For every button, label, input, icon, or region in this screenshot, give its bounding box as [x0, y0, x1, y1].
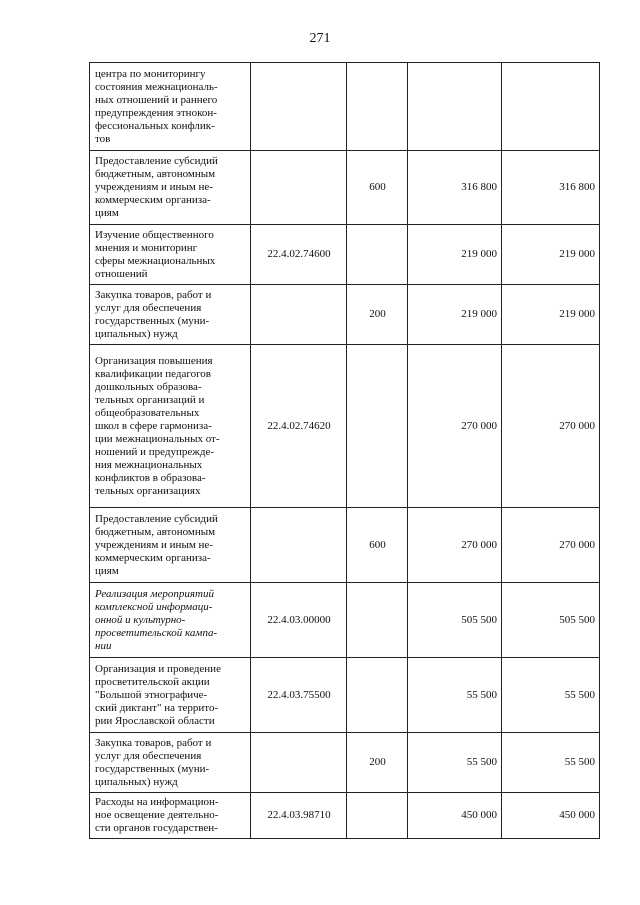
- row-value2-cell: [502, 793, 600, 839]
- row-value1-text: 505 500: [461, 613, 497, 626]
- row-code-text: 22.4.02.74620: [267, 419, 331, 432]
- table-row: [90, 658, 600, 733]
- table-row: [90, 345, 600, 508]
- row-name-text: Реализация мероприятий комплексной информаци- онной и культурно- просветительской кампа- нии: [95, 587, 218, 652]
- budget-table: [89, 62, 600, 839]
- row-value1-cell: [408, 583, 502, 658]
- row-value2-cell: [502, 583, 600, 658]
- row-value1-cell: [408, 285, 502, 345]
- row-group-text: 200: [369, 308, 386, 320]
- row-code-cell: [251, 583, 347, 658]
- row-value2-cell: [502, 151, 600, 225]
- row-name-cell: [90, 345, 251, 508]
- row-code-cell: [251, 793, 347, 839]
- row-value1-cell: [408, 733, 502, 793]
- row-group-cell: [347, 583, 408, 658]
- row-value2-text: 505 500: [559, 613, 595, 626]
- row-code-text: 22.4.03.75500: [267, 688, 331, 701]
- row-value1-cell: [408, 151, 502, 225]
- row-code-cell: [251, 225, 347, 285]
- row-group-cell: [347, 285, 408, 345]
- row-code-cell: [251, 733, 347, 793]
- row-value1-text: 316 800: [461, 181, 497, 193]
- row-value2-text: 219 000: [559, 308, 595, 320]
- row-value1-text: 450 000: [461, 809, 497, 821]
- row-value2-cell: [502, 345, 600, 508]
- row-name-text: Предоставление субсидий бюджетным, автономным учреждениям и иным не- коммерческим организа- циям: [95, 155, 218, 219]
- row-name-cell: [90, 151, 251, 225]
- page-number: 271: [309, 31, 331, 46]
- row-value2-cell: [502, 508, 600, 583]
- row-code-cell: [251, 508, 347, 583]
- row-name-text: центра по мониторингу состояния межнациональ- ных отношений и раннего предупреждения этнокон- фессиональных конфлик- тов: [95, 67, 218, 145]
- row-value1-text: 55 500: [466, 688, 497, 701]
- row-code-cell: [251, 151, 347, 225]
- row-value2-cell: [502, 225, 600, 285]
- row-value1-cell: [408, 658, 502, 733]
- row-group-cell: [347, 793, 408, 839]
- row-name-cell: [90, 793, 251, 839]
- row-value2-text: 55 500: [564, 756, 595, 768]
- table-row: [90, 225, 600, 285]
- row-code-cell: [251, 285, 347, 345]
- budget-table-body: [90, 63, 600, 839]
- row-name-cell: [90, 508, 251, 583]
- row-group-cell: [347, 225, 408, 285]
- row-name-text: Изучение общественного мнения и мониторинг сферы межнациональных отношений: [95, 228, 216, 280]
- row-value1-text: 270 000: [461, 538, 497, 551]
- row-value1-cell: [408, 508, 502, 583]
- row-value2-cell: [502, 285, 600, 345]
- row-value2-cell: [502, 63, 600, 151]
- row-value2-text: 270 000: [559, 419, 595, 432]
- row-value2-text: 450 000: [559, 809, 595, 821]
- row-group-text: 200: [369, 756, 386, 768]
- row-code-text: 22.4.02.74600: [267, 248, 331, 260]
- row-value1-text: 219 000: [461, 308, 497, 320]
- row-group-cell: [347, 151, 408, 225]
- row-value1-text: 55 500: [466, 756, 497, 768]
- row-group-cell: [347, 345, 408, 508]
- row-name-text: Закупка товаров, работ и услуг для обеспечения государственных (муни- ципальных) нужд: [95, 736, 212, 788]
- table-row: [90, 151, 600, 225]
- table-row: [90, 508, 600, 583]
- row-value2-cell: [502, 658, 600, 733]
- row-name-text: Закупка товаров, работ и услуг для обеспечения государственных (муни- ципальных) нужд: [95, 288, 212, 340]
- row-name-cell: [90, 583, 251, 658]
- row-name-text: Предоставление субсидий бюджетным, автономным учреждениям и иным не- коммерческим организа- циям: [95, 512, 218, 577]
- table-row: [90, 583, 600, 658]
- row-name-text: Организация повышения квалификации педагогов дошкольных образова- тельных организаций и общеобразовательных школ в сфере гармониза- ции межнациональных от- ношений и предупрежде- ния межнациональных конфликтов в образова- тельных организациях: [95, 354, 220, 497]
- row-group-cell: [347, 733, 408, 793]
- row-name-cell: [90, 733, 251, 793]
- row-group-text: 600: [369, 538, 386, 551]
- table-row: [90, 793, 600, 839]
- row-value1-cell: [408, 345, 502, 508]
- row-value2-text: 219 000: [559, 248, 595, 260]
- row-name-cell: [90, 285, 251, 345]
- row-value1-cell: [408, 63, 502, 151]
- row-value2-text: 316 800: [559, 181, 595, 193]
- row-value1-cell: [408, 225, 502, 285]
- row-value2-text: 55 500: [564, 688, 595, 701]
- table-row: [90, 63, 600, 151]
- row-name-cell: [90, 658, 251, 733]
- row-name-cell: [90, 63, 251, 151]
- row-value2-cell: [502, 733, 600, 793]
- row-code-text: 22.4.03.00000: [267, 613, 331, 626]
- row-code-cell: [251, 658, 347, 733]
- table-row: [90, 733, 600, 793]
- row-group-cell: [347, 658, 408, 733]
- row-name-text: Организация и проведение просветительской акции "Большой этнографиче- ский диктант" на террито- рии Ярославской области: [95, 662, 221, 727]
- row-code-text: 22.4.03.98710: [267, 809, 331, 821]
- row-code-cell: [251, 345, 347, 508]
- row-code-cell: [251, 63, 347, 151]
- row-name-cell: [90, 225, 251, 285]
- row-value1-cell: [408, 793, 502, 839]
- row-value1-text: 219 000: [461, 248, 497, 260]
- row-group-cell: [347, 508, 408, 583]
- row-group-cell: [347, 63, 408, 151]
- row-value2-text: 270 000: [559, 538, 595, 551]
- row-name-text: Расходы на информацион- ное освещение деятельно- сти органов государствен-: [95, 796, 219, 834]
- row-group-text: 600: [369, 181, 386, 193]
- table-row: [90, 285, 600, 345]
- row-value1-text: 270 000: [461, 419, 497, 432]
